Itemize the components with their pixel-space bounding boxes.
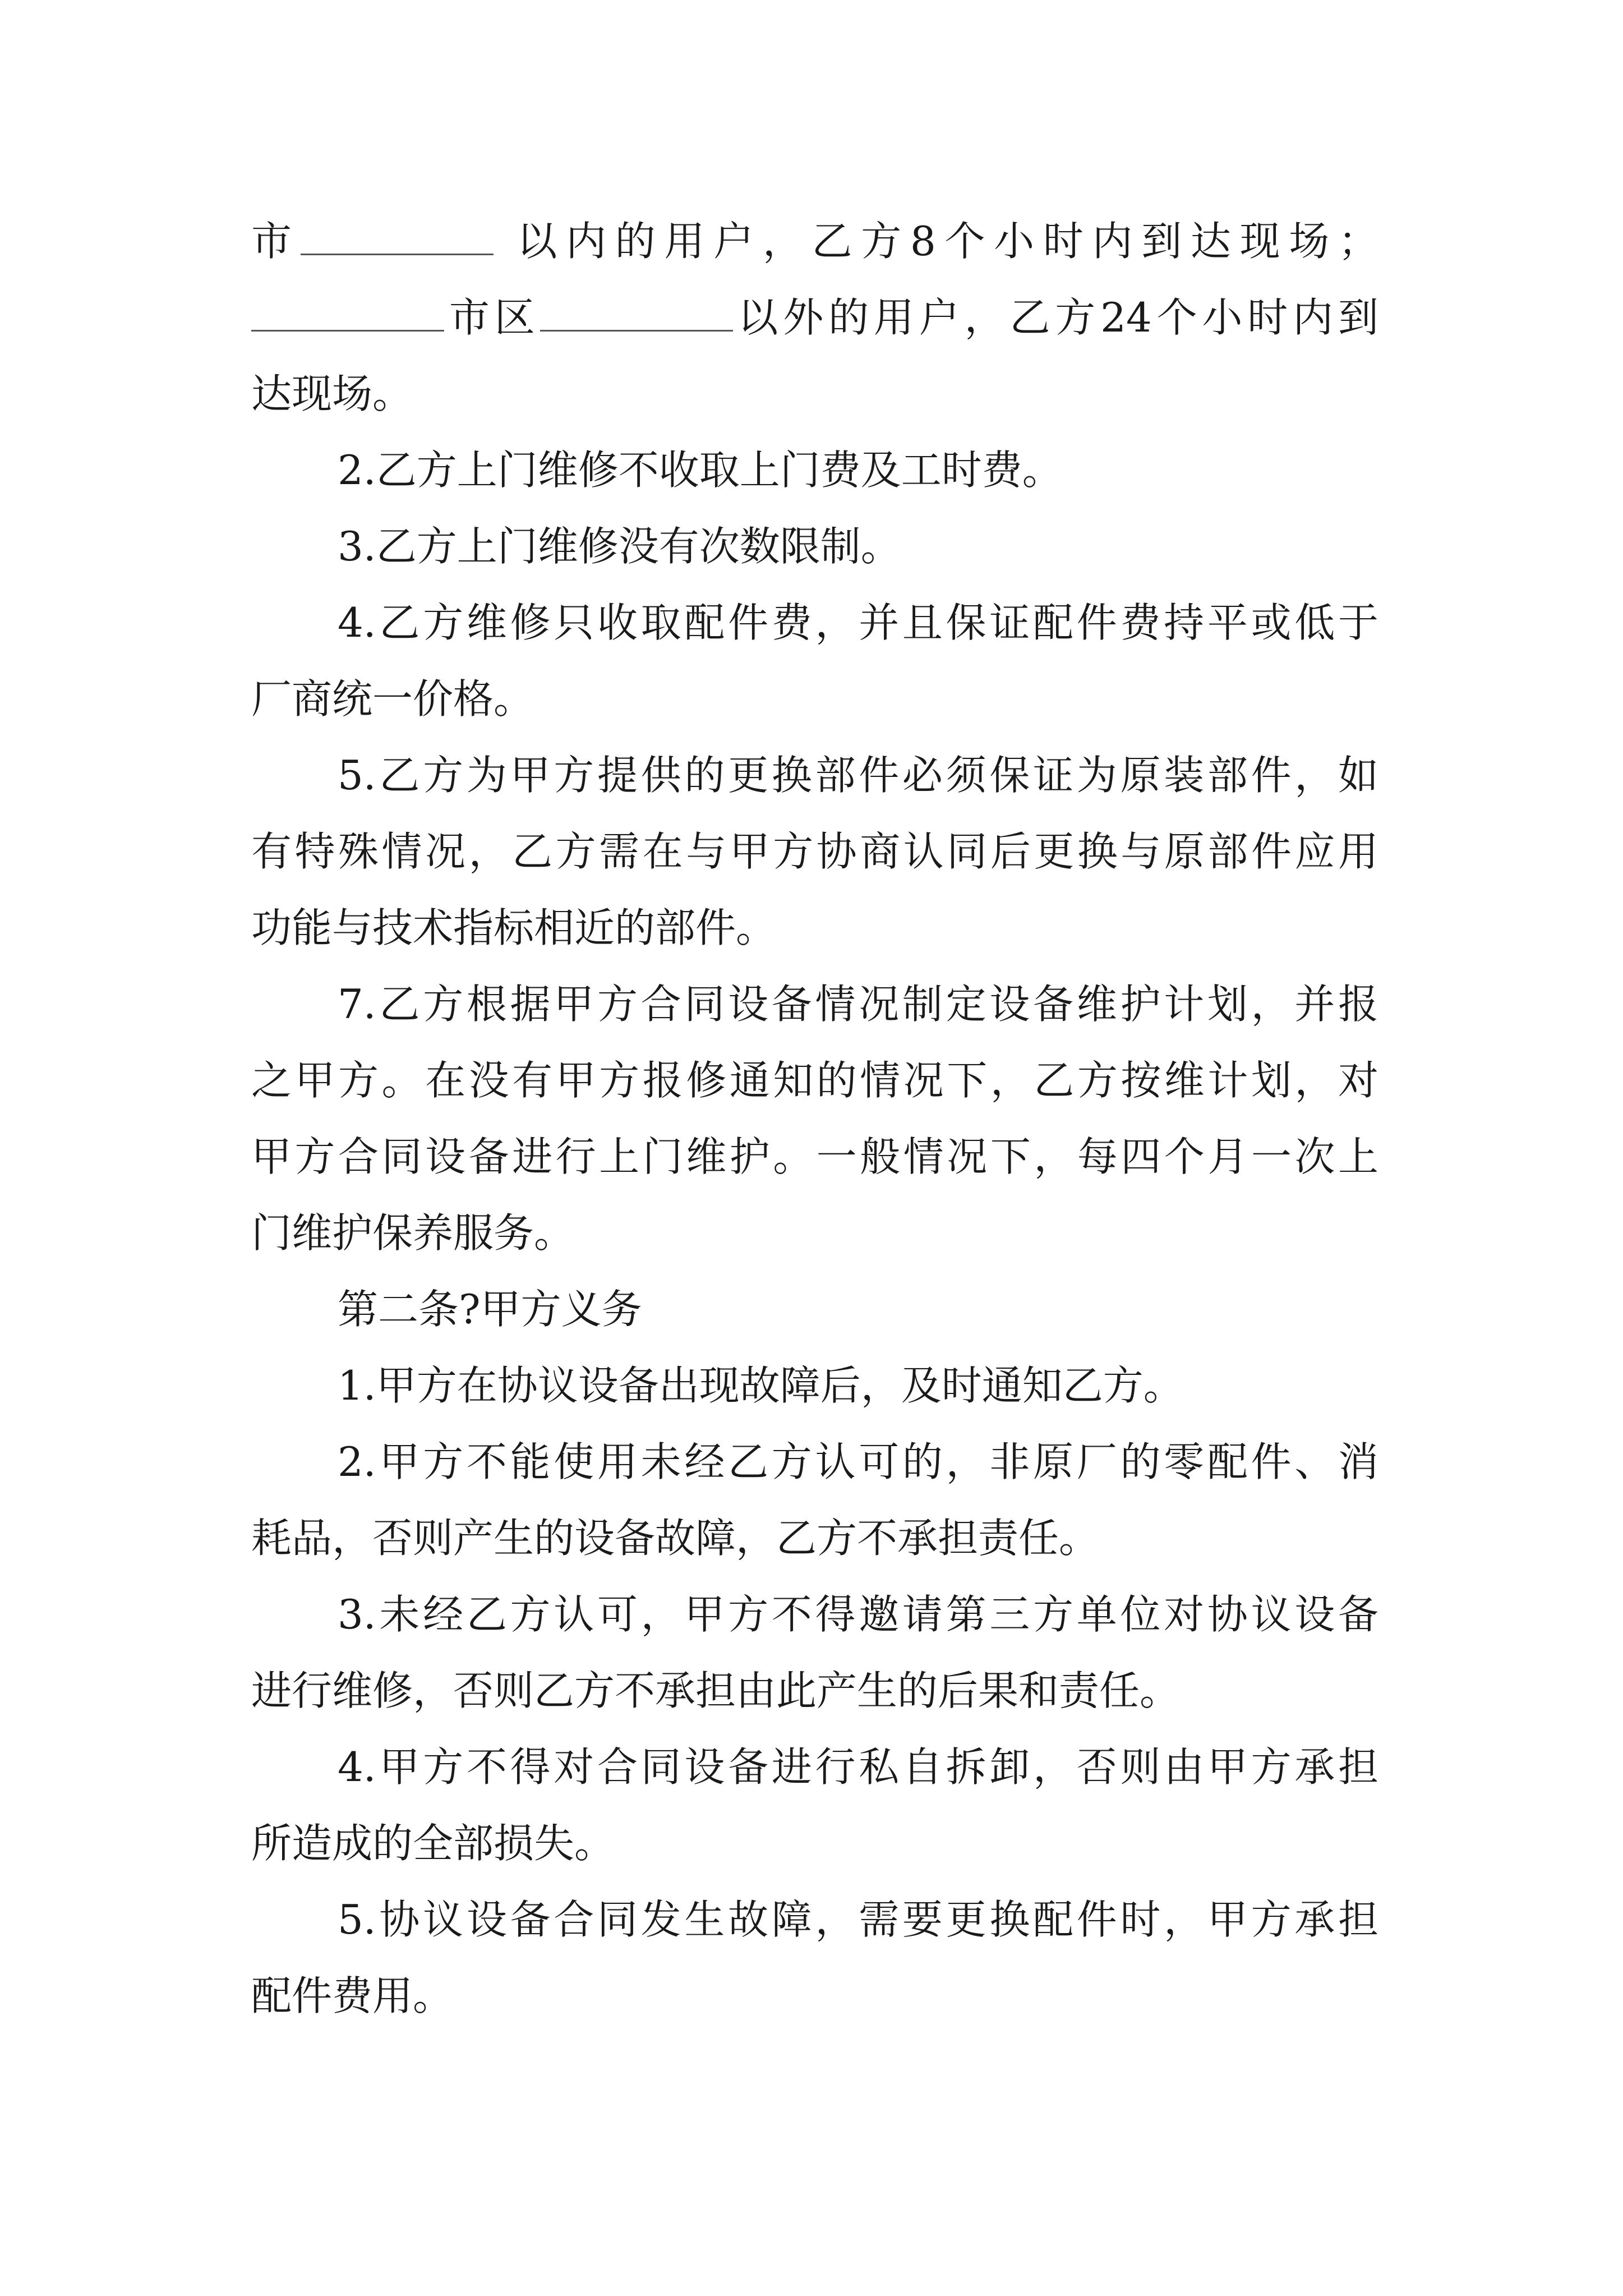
paragraph-line: 7.乙方根据甲方合同设备情况制定设备维护计划，并报 (338, 981, 1378, 1028)
paragraph-line: 2.甲方不能使用未经乙方认可的，非原厂的零配件、消 (338, 1438, 1378, 1485)
paragraph-line: 2.乙方上门维修不收取上门费及工时费。 (338, 447, 1063, 494)
paragraph-line: 3.乙方上门维修没有次数限制。 (338, 523, 901, 570)
fill-in-blank[interactable] (251, 296, 444, 332)
paragraph-line: 进行维修，否则乙方不承担由此产生的后果和责任。 (251, 1667, 1181, 1714)
text-fragment: 市 (251, 218, 301, 265)
paragraph-line (251, 214, 1378, 268)
paragraph-line: 甲方合同设备进行上门维护。一般情况下，每四个月一次上 (251, 1133, 1378, 1180)
paragraph-line: 3.未经乙方认可，甲方不得邀请第三方单位对协议设备 (338, 1591, 1378, 1638)
paragraph-line: 配件费用。 (251, 1972, 454, 2019)
paragraph-line: 达现场。 (251, 370, 413, 417)
paragraph-line: 所造成的全部损失。 (251, 1820, 615, 1867)
paragraph-line: 4.甲方不得对合同设备进行私自拆卸，否则由甲方承担 (338, 1743, 1378, 1791)
section-heading: 第二条?甲方义务 (338, 1286, 642, 1333)
text-fragment: 市区 (444, 294, 540, 341)
paragraph-line: 有特殊情况，乙方需在与甲方协商认同后更换与原部件应用 (251, 828, 1378, 875)
paragraph-line: 5.乙方为甲方提供的更换部件必须保证为原装部件，如 (338, 752, 1378, 799)
paragraph-line: 5.协议设备合同发生故障，需要更换配件时，甲方承担 (338, 1896, 1378, 1943)
fill-in-blank[interactable] (540, 296, 733, 332)
text-fragment: 以内的用户，乙方8个小时内到达现场； (508, 218, 1378, 265)
paragraph-line: 之甲方。在没有甲方报修通知的情况下，乙方按维计划，对 (251, 1057, 1378, 1104)
text-fragment: 以外的用户，乙方24个小时内到 (732, 294, 1378, 341)
fill-in-blank[interactable] (301, 220, 494, 255)
paragraph-line: 门维护保养服务。 (251, 1209, 575, 1257)
paragraph-line: 耗品，否则产生的设备故障，乙方不承担责任。 (251, 1515, 1100, 1562)
paragraph-line (251, 291, 1378, 344)
paragraph-line: 4.乙方维修只收取配件费，并且保证配件费持平或低于 (338, 599, 1378, 646)
paragraph-line: 功能与技术指标相近的部件。 (251, 904, 777, 951)
paragraph-line: 厂商统一价格。 (251, 675, 534, 723)
paragraph-line: 1.甲方在协议设备出现故障后，及时通知乙方。 (338, 1362, 1184, 1409)
